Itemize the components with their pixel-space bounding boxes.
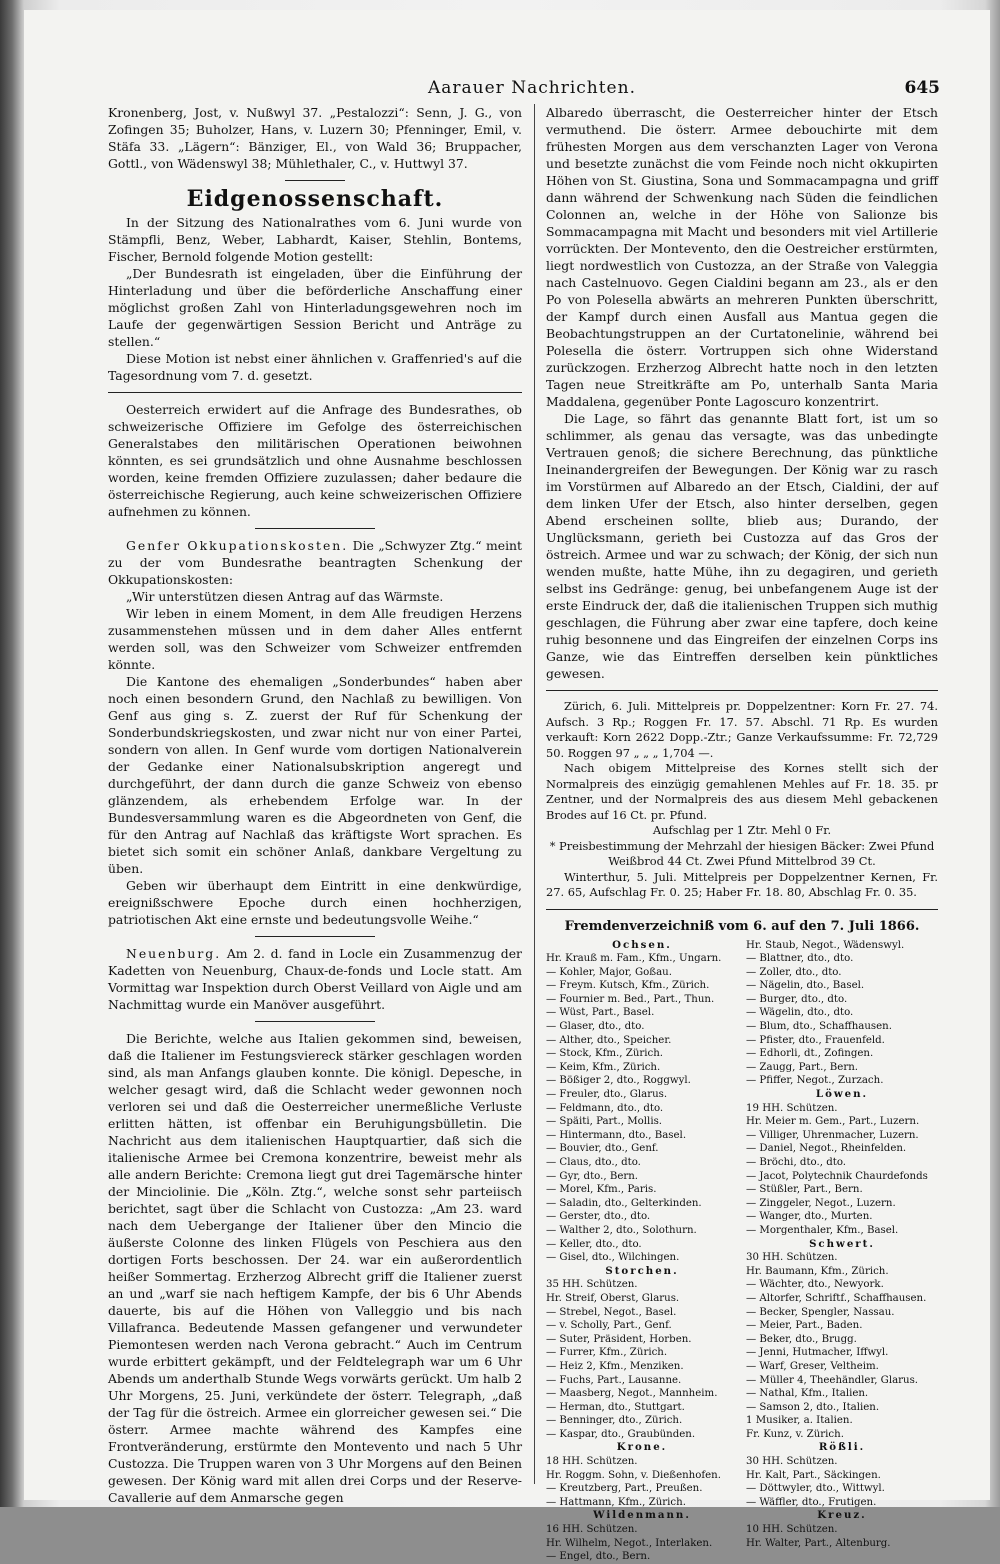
guest-entry: 18 HH. Schützen. (546, 1456, 638, 1468)
article-paragraph: „Der Bundesrath ist eingeladen, über die Einführung der Hinterladung und über die beförderliche Anschaffung einer möglichst großen Zahl von Hinterladungsgewehren noch im Laufe der gegenwärtigen Session Bericht und Anträge zu stellen.“ (108, 266, 522, 349)
guest-entry: — Edhorli, dt., Zofingen. (746, 1048, 874, 1060)
guest-entry: — Maasberg, Negot., Mannheim. (546, 1388, 718, 1400)
guest-entry: — Villiger, Uhrenmacher, Luzern. (746, 1129, 919, 1141)
hotel-name: Schwert. (809, 1237, 875, 1250)
article-paragraph: Oesterreich erwidert auf die Anfrage des Bundesrathes, ob schweizerische Offiziere im Gefolge des österreichischen Generalstabes den militärischen Operationen beiwohnen könnten, es sei grundsätzlich und ohne Ausnahme beschlossen worden, keine fremden Offiziere zuzulassen; daher bedaure die österreichische Regierung, auch keine schweizerischen Offiziere aufnehmen zu können. (108, 402, 522, 519)
guest-entry: Hr. Baumann, Kfm., Zürich. (746, 1265, 889, 1277)
guest-entry: — Stock, Kfm., Zürich. (546, 1048, 664, 1060)
guest-entry: — Keller, dto., dto. (546, 1238, 642, 1250)
guest-entry: — Morel, Kfm., Paris. (546, 1184, 657, 1196)
guest-entry: — Freym. Kutsch, Kfm., Zürich. (546, 980, 710, 992)
guest-entry: — Strebel, Negot., Basel. (546, 1306, 677, 1318)
market-line: Zürich, 6. Juli. Mittelpreis pr. Doppelzentner: Korn Fr. 27. 74. Aufsch. 3 Rp.; Roggen Fr. 17. 57. Abschl. 71 Rp. Es wurden verkauft: Korn 2622 Dopp.-Ztr.; Ganze Verkaufssumme: Fr. 72,729 50. Roggen 97 „ „ „ 1,704 —. (546, 699, 938, 760)
guest-entry: — Wäffler, dto., Frutigen. (746, 1496, 877, 1508)
article-paragraph: Albaredo überrascht, die Oesterreicher hinter der Etsch vermuthend. Die österr. Armee debouchirte mit dem frühesten Morgen aus dem verschanzten Lager von Verona und besetzte zunächst die vom Feinde noch nicht okkupirten Höhen von St. Giustina, Sona und Sommacampagna und griff dann während der Schwenkung nach Süden die feindlichen Colonnen an, welche in der Höhe von Salionze bis Sommacampagna mit Macht und besonders mit viel Artillerie vorrückten. Der Montevento, den die Oestreicher erstürmten, liegt nordwestlich von Custozza, an der Straße von Valeggia nach Castelnuovo. Gegen Cialdini begann am 23., als er den Po von Polesella abwärts an mehreren Punkten überschritt, der Kampf durch einen Ausfall aus Mantua gegen die Beobachtungstruppen an der Curtatonelinie, während bei Polesella die österr. Vortruppen sich ohne Widerstand zurückzogen. Erzherzog Albrecht hatte noch in den letzten Tagen neue Streitkräfte am Po, unterhalb Santa Maria Maddalena, gegenüber Ponte Lagoscuro konzentrirt. (546, 105, 938, 409)
separator (108, 392, 522, 393)
newspaper-title: Aarauer Nachrichten. (428, 78, 636, 98)
guest-entry: — Meier, Part., Baden. (746, 1320, 863, 1332)
guest-list-right (746, 939, 938, 1564)
guest-entry: — Claus, dto., dto. (546, 1157, 641, 1168)
guest-entry: — Samson 2, dto., Italien. (746, 1401, 880, 1413)
guest-entry: — Burger, dto., dto. (746, 993, 848, 1005)
article-paragraph (108, 537, 522, 588)
left-column (108, 104, 522, 1506)
guest-entry: — Döttwyler, dto., Wittwyl. (746, 1483, 885, 1495)
guest-entry: — Hintermann, dto., Basel. (546, 1129, 687, 1141)
guest-entry: — v. Scholly, Part., Genf. (546, 1320, 672, 1332)
guest-entry: Hr. Meier m. Gem., Part., Luzern. (746, 1116, 920, 1128)
guest-entry: — Jacot, Polytechnik Chaurdefonds (746, 1170, 928, 1182)
guest-entry: — Suter, Präsident, Horben. (546, 1333, 692, 1345)
market-line: Winterthur, 5. Juli. Mittelpreis per Doppelzentner Kernen, Fr. 27. 65, Aufschlag Fr. 0. 25; Haber Fr. 18. 80, Abschlag Fr. 0. 35. (546, 869, 938, 899)
guest-entry: — Saladin, dto., Gelterkinden. (546, 1197, 702, 1209)
guest-entry: Hr. Wilhelm, Negot., Interlaken. (546, 1537, 713, 1549)
guest-entry: — Fournier m. Bed., Part., Thun. (546, 993, 715, 1005)
article-lead: Genfer Okkupationskosten. (126, 538, 349, 553)
guest-entry: Hr. Krauß m. Fam., Kfm., Ungarn. (546, 953, 722, 965)
guest-entry: — Zaugg, Part., Bern. (746, 1061, 858, 1073)
market-line: Aufschlag per 1 Ztr. Mehl 0 Fr. (652, 823, 832, 837)
guest-entry: Hr. Streif, Oberst, Glarus. (546, 1292, 680, 1304)
market-line: * Preisbestimmung der Mehrzahl der hiesigen Bäcker: Zwei Pfund Weißbrod 44 Ct. Zwei Pfund Mittelbrod 39 Ct. (549, 838, 935, 868)
guest-entry: — Nathal, Kfm., Italien. (746, 1388, 869, 1400)
guest-entry: 30 HH. Schützen. (746, 1456, 838, 1468)
guest-entry: — Bößiger 2, dto., Roggwyl. (546, 1075, 691, 1087)
guest-entry: — Walther 2, dto., Solothurn. (546, 1224, 697, 1236)
guest-entry: — Engel, dto., Bern. (546, 1551, 651, 1563)
page-number: 645 (904, 78, 940, 98)
guest-entry: Hr. Roggm. Sohn, v. Dießenhofen. (546, 1469, 721, 1481)
separator (546, 690, 938, 691)
guest-entry: — Gisel, dto., Wilchingen. (546, 1252, 680, 1264)
guest-entry: — Feldmann, dto., dto. (546, 1102, 664, 1114)
guest-entry: — Späiti, Part., Mollis. (546, 1116, 663, 1128)
hotel-name: Ochsen. (612, 938, 672, 951)
hotel-name: Storchen. (605, 1264, 679, 1277)
guest-entry: Hr. Kalt, Part., Säckingen. (746, 1469, 881, 1481)
guest-entry: Hr. Walter, Part., Altenburg. (746, 1537, 891, 1549)
guest-entry: — Daniel, Negot., Rheinfelden. (746, 1143, 907, 1155)
guest-entry: — Benninger, dto., Zürich. (546, 1415, 683, 1427)
guest-entry: — Wanger, dto., Murten. (746, 1211, 873, 1223)
article-paragraph: Wir leben in einem Moment, in dem Alle freudigen Herzens zusammenstehen müssen und in dem daher Alles entfernt werden soll, was den Schweizer vom Schweizer entfremden könnte. (108, 606, 522, 672)
guest-entry: 30 HH. Schützen. (746, 1252, 838, 1264)
hotel-name: Wildenmann. (593, 1509, 691, 1522)
hotel-name: Rößli. (818, 1441, 866, 1454)
guest-entry: — Fuchs, Part., Lausanne. (546, 1374, 682, 1386)
guest-entry: — Warf, Greser, Veltheim. (746, 1360, 879, 1372)
hotel-name: Löwen. (815, 1088, 869, 1101)
guest-entry: — Pfiffer, Negot., Zurzach. (746, 1075, 884, 1087)
guest-entry: — Morgenthaler, Kfm., Basel. (746, 1224, 899, 1236)
article-lead: Neuenburg. (126, 946, 222, 961)
guest-entry: — Kaspar, dto., Graubünden. (546, 1428, 696, 1440)
guest-entry: — Wüst, Part., Basel. (546, 1007, 655, 1019)
guest-entry: — Bouvier, dto., Genf. (546, 1143, 659, 1155)
separator (255, 528, 375, 529)
guest-entry: — Hattmann, Kfm., Zürich. (546, 1496, 686, 1508)
hotel-name: Kreuz. (817, 1509, 867, 1522)
guest-entry: — Furrer, Kfm., Zürich. (546, 1347, 668, 1359)
guest-entry: — Nägelin, dto., Basel. (746, 980, 865, 992)
article-text: Am 2. d. fand in Locle ein Zusammenzug der Kadetten von Neuenburg, Chaux-de-fonds und Locle statt. Am Vormittag war Inspektion durch Oberst Veillard von Aigle und am Nachmittag wurde ein Manöver ausgeführt. (108, 946, 522, 1012)
article-paragraph: Die Lage, so fährt das genannte Blatt fort, ist um so schlimmer, als genau das versagte, was das unbedingte Vertrauen genoß; die sichere Berechnung, das pünktliche Ineinandergreifen der Bewegungen. Der König war zu rasch im Vorstürmen auf Albaredo an der Etsch, Cialdini, der auf dem linken Ufer der Etsch, also hinter derselben, gegen Abend erscheinen sollte, blieb aus; Durando, der Unglücksmann, gerieth bei Custozza auf das Gros der östreich. Armee und war zu schwach; der König, der sich nun wenden mußte, hatte Mühe, ihn zu degagiren, und gerieth selbst ins Gedränge: genug, bei unbefangenem Auge ist der erste Eindruck der, daß die italienischen Truppen sich muthig geschlagen, die Führung aber zwar eine tapfere, doch keine ruhig besonnene und das Eingreifen der einzelnen Corps ins Ganze, wie das Eintreffen derselben kein pünktliches gewesen. (546, 411, 938, 681)
article-paragraph: Die Kantone des ehemaligen „Sonderbundes“ haben aber noch einen besondern Grund, den Nachlaß zu bewilligen. Von Genf aus ging s. Z. zuerst der Ruf für Schenkung der Sonderbundskriegskosten, und zwar nicht nur von einer Partei, sondern von allen. In Genf wurde vom dortigen Nationalverein der Gedanke einer Nationalsubskription angeregt und durchgeführt, der dann durch die ganze Schweiz von ebenso glänzendem, als erhebendem Erfolge war. In der Bundesversammlung waren es die Abgeordneten von Genf, die für den Antrag auf Nachlaß das kräftigste Wort sprachen. Es bietet sich somit ein schöner Anlaß, dankbare Vergeltung zu üben. (108, 674, 522, 876)
guest-entry: — Blum, dto., Schaffhausen. (746, 1021, 892, 1033)
guest-entry: — Kohler, Major, Goßau. (546, 966, 672, 978)
article-paragraph: Geben wir überhaupt dem Eintritt in eine denkwürdige, ereignißschwere Epoche durch einen hochherzigen, patriotischen Akt eine ernste und bedeutungsvolle Weihe.“ (108, 878, 522, 927)
guest-entry: 10 HH. Schützen. (746, 1524, 838, 1536)
page-header (108, 78, 940, 102)
guest-entry: — Herman, dto., Stuttgart. (546, 1401, 685, 1413)
shooters-list-continued: Kronenberg, Jost, v. Nußwyl 37. „Pestalozzi“: Senn, J. G., von Zofingen 35; Buholzer, Hans, v. Luzern 30; Pfenninger, Emil, v. Stäfa 33. „Lägern“: Bänziger, El., von Wald 36; Bruppacher, Gottl., von Wädenswyl 38; Mühlethaler, C., v. Huttwyl 37. (108, 105, 522, 171)
guest-entry: 1 Musiker, a. Italien. (746, 1415, 853, 1427)
guest-entry: — Bröchi, dto., dto. (746, 1157, 847, 1168)
separator (255, 1021, 375, 1022)
guest-list-left (546, 939, 738, 1564)
market-line: Nach obigem Mittelpreise des Kornes stellt sich der Normalpreis des einzügig gemahlenen Mehles auf Fr. 18. 35. pr Zentner, und der Normalpreis des aus diesem Mehl gebackenen Brodes auf 16 Ct. pr. Pfund. (546, 761, 938, 822)
guest-entry: — Freuler, dto., Glarus. (546, 1089, 668, 1101)
guest-entry: — Beker, dto., Brugg. (746, 1333, 857, 1345)
guest-entry: 35 HH. Schützen. (546, 1279, 638, 1291)
guest-entry: — Wächter, dto., Newyork. (746, 1279, 884, 1291)
guest-entry: — Jenni, Hutmacher, Iffwyl. (746, 1347, 889, 1359)
guest-entry: Hr. Staub, Negot., Wädenswyl. (746, 939, 905, 951)
article-paragraph (108, 945, 522, 1013)
guest-entry: — Kreutzberg, Part., Preußen. (546, 1483, 703, 1495)
guest-entry: — Blattner, dto., dto. (746, 953, 854, 965)
column-divider (534, 104, 535, 1484)
guest-entry: 16 HH. Schützen. (546, 1524, 638, 1536)
hotel-name: Krone. (616, 1441, 668, 1454)
guest-entry: — Wägelin, dto., dto. (746, 1007, 854, 1019)
guest-entry: — Heiz 2, Kfm., Menziken. (546, 1360, 684, 1372)
market-report (546, 699, 938, 901)
guest-entry: — Zoller, dto., dto. (746, 966, 842, 978)
guest-entry: — Keim, Kfm., Zürich. (546, 1061, 661, 1073)
article-text: Die „Schwyzer Ztg.“ meint zu der vom Bundesrathe beantragten Schenkung der Okkupationskosten: (108, 538, 523, 587)
guest-entry: — Zinggeler, Negot., Luzern. (746, 1197, 896, 1209)
guest-entry: — Alther, dto., Speicher. (546, 1034, 672, 1046)
guest-list (546, 939, 938, 1564)
article-paragraph: „Wir unterstützen diesen Antrag auf das Wärmste. (126, 589, 444, 604)
guest-entry: — Gyr, dto., Bern. (546, 1170, 639, 1182)
guest-entry: — Stüßler, Part., Bern. (746, 1184, 863, 1196)
guest-entry: Fr. Kunz, v. Zürich. (746, 1428, 844, 1440)
guest-entry: — Pfister, dto., Frauenfeld. (746, 1034, 885, 1046)
guest-entry: — Glaser, dto., dto. (546, 1021, 645, 1033)
section-title: Eidgenossenschaft. (186, 186, 444, 212)
guest-entry: — Altorfer, Schriftf., Schaffhausen. (746, 1292, 927, 1304)
separator (546, 909, 938, 910)
guest-list-title: Fremdenverzeichniß vom 6. auf den 7. Juli 1866. (564, 918, 920, 934)
article-paragraph: Die Berichte, welche aus Italien gekommen sind, beweisen, daß die Italiener im Festungsviereck stärker geschlagen worden sind, als man Anfangs glauben konnte. Die königl. Depesche, in welcher gesagt wird, daß die Schlacht weder gewonnen noch verloren sei und daß die Oesterreicher unermeßliche Verluste erlitten hätten, ist offenbar ein Beruhigungsbülletin. Die Nachricht aus dem italienischen Hauptquartier, daß sich die italienische Armee bei Cremona konzentrire, beweist mehr als alle andern Berichte: Cremona liegt gut drei Tagemärsche hinter der Minciolinie. Die „Köln. Ztg.“, welche sonst sehr parteiisch berichtet, sagt über die Schlacht von Custozza: „Am 23. ward nach dem Uebergange der Italiener über den Mincio die äußerste Colonne des linken Flügels von Peschiera aus den dortigen Forts beschossen. Der 24. war ein außerordentlich heißer Sommertag. Erzherzog Albrecht griff die Italiener zuerst an und „warf sie nach heftigem Kampfe, der bis 6 Uhr Abends dauerte, bis auf die Höhen von Valleggio und bis nach Villafranca. Bedeutende Massen gefangener und verwundeter Piemontesen werden nach Verona gebracht.“ Auch im Centrum wurde erbittert gekämpft, und der Feldtelegraph war um 6 Uhr Abends um anderthalb Stunde Wegs vorwärts gerückt. Um halb 2 Uhr Morgens, 25. Juni, verkündete der österr. Telegraph, „daß der Tag für die östreich. Armee ein glorreicher gewesen sei.“ Die österr. Armee machte während des Kampfes eine Frontveränderung, erstürmte den Montevento und nach 5 Uhr Custozza. Die Truppen waren von 3 Uhr Morgens auf den Beinen gewesen. Der König ward mit allen drei Corps und der Reserve-Cavallerie auf dem Anmarsche gegen (108, 1031, 523, 1505)
guest-entry: — Becker, Spengler, Nassau. (746, 1306, 895, 1318)
guest-entry: — Müller 4, Theehändler, Glarus. (746, 1374, 919, 1386)
separator (255, 936, 375, 937)
article-paragraph: Diese Motion ist nebst einer ähnlichen v. Graffenried's auf die Tagesordnung vom 7. d. gesetzt. (108, 351, 522, 383)
separator (285, 180, 345, 181)
article-paragraph: In der Sitzung des Nationalrathes vom 6. Juni wurde von Stämpfli, Benz, Weber, Labhardt, Kaiser, Stehlin, Bontems, Fischer, Bernold folgende Motion gestellt: (108, 215, 522, 264)
right-column (546, 104, 938, 1564)
guest-entry: 19 HH. Schützen. (746, 1102, 838, 1114)
guest-entry: — Gerster, dto., dto. (546, 1211, 651, 1223)
